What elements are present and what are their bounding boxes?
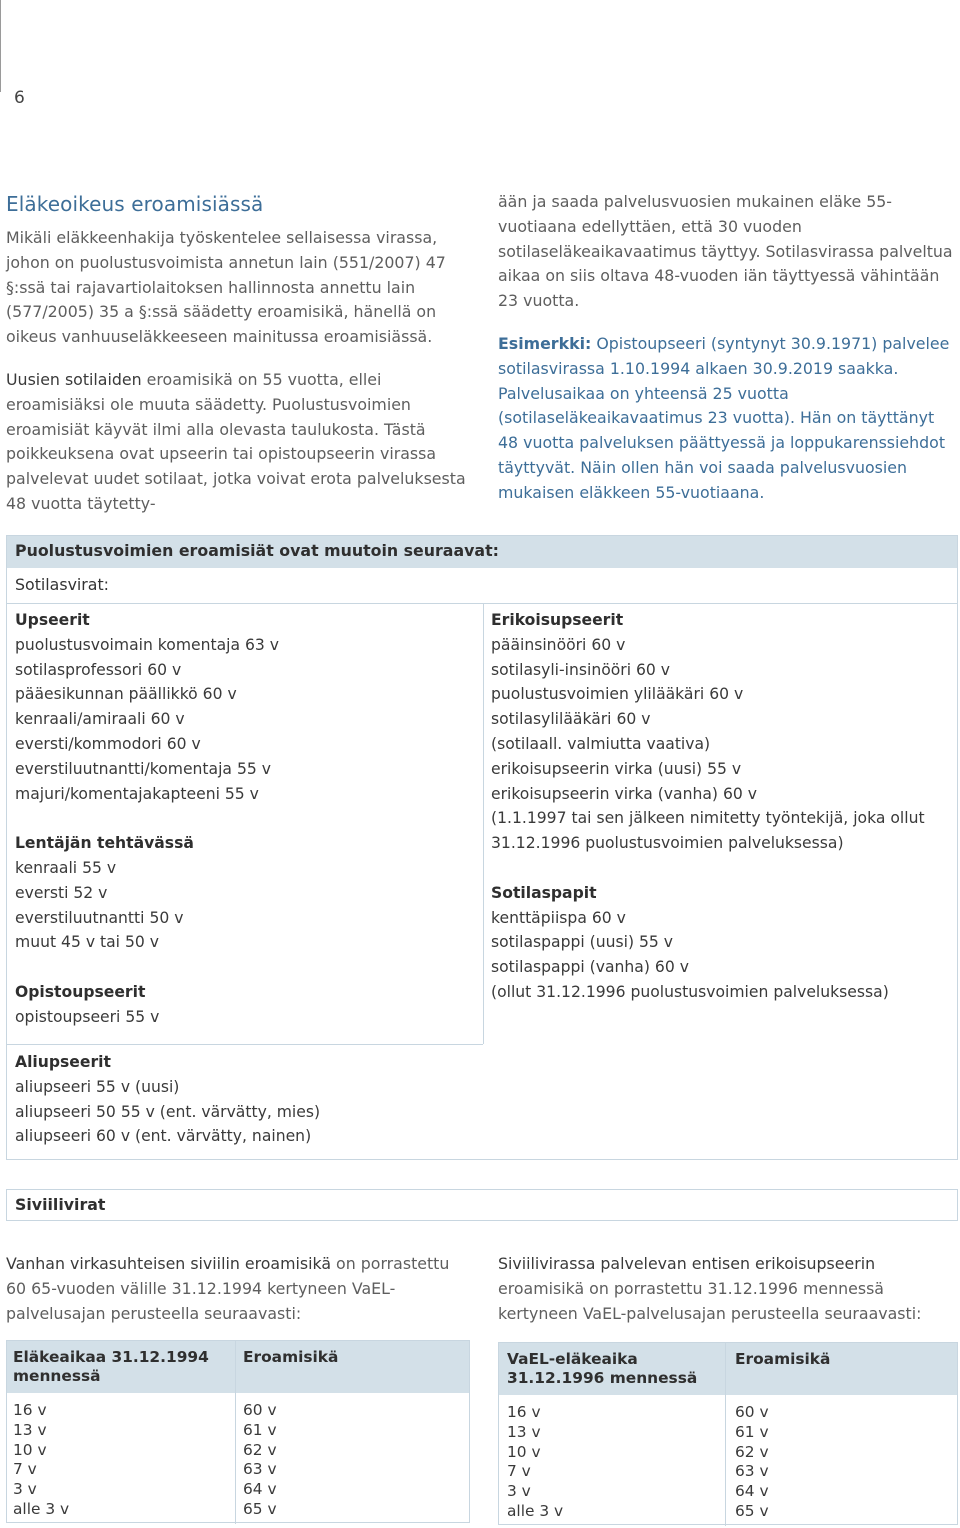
table-column-divider <box>725 1343 726 1526</box>
table-cell: alle 3 v <box>13 1499 70 1518</box>
table-cell: 16 v <box>13 1401 47 1419</box>
civil-left-table <box>6 1340 470 1523</box>
list-item: (ollut 31.12.1996 puolustusvoimien palveluksessa) <box>491 982 889 1001</box>
civil-left-paragraph <box>6 1252 456 1326</box>
table-header-cell: Eroamisikä <box>735 1350 831 1368</box>
list-item: everstiluutnantti/komentaja 55 v <box>15 759 271 778</box>
list-item: puolustusvoimain komentaja 63 v <box>15 635 280 654</box>
new-soldiers-text: eroamisikä on 55 vuotta, ellei eroamisiäksi ole muuta säädetty. Puolustusvoimien eroamisiät käyvät ilmi alla olevasta taulukosta. Tästä poikkeuksena ovat upseerin tai opistoupseerin virassa palvelevat uudet sotilaat, jotka voivat erota palveluksesta 48 vuotta täytetty- <box>6 369 466 513</box>
intro-left-column <box>6 192 476 517</box>
table-header-cell: Eroamisikä <box>243 1348 339 1366</box>
table-header-cell: VaEL-eläkeaika 31.12.1996 mennessä <box>507 1350 698 1387</box>
row-divider <box>7 1044 483 1045</box>
list-item: 31.12.1996 puolustusvoimien palveluksessa) <box>491 834 844 853</box>
civil-right-lead: Siviilivirassa palvelevan entisen erikoisupseerin <box>498 1254 876 1273</box>
warrant-officers-group <box>15 980 475 1030</box>
table-cell: 60 v <box>735 1403 769 1421</box>
nco-group <box>15 1050 475 1149</box>
margin-line <box>0 0 1 92</box>
table-cell: 7 v <box>507 1462 531 1481</box>
list-item: eversti/kommodori 60 v <box>15 734 201 753</box>
list-item: kenraali 55 v <box>15 858 117 877</box>
group-title: Sotilaspapit <box>491 883 597 902</box>
list-item: eversti 52 v <box>15 883 108 902</box>
new-soldiers-paragraph <box>6 368 476 517</box>
civil-posts-header: Siviilivirat <box>6 1189 958 1221</box>
list-item: aliupseeri 55 v (uusi) <box>15 1077 180 1096</box>
table-cell: 3 v <box>507 1482 531 1501</box>
military-retirement-ages-box <box>6 535 958 1160</box>
list-item: erikoisupseerin virka (uusi) 55 v <box>491 759 742 778</box>
table-cell: 63 v <box>243 1460 277 1479</box>
table-cell: 3 v <box>13 1480 37 1499</box>
list-item: aliupseeri 60 v (ent. värvätty, nainen) <box>15 1127 312 1146</box>
table-cell: 10 v <box>13 1440 47 1459</box>
military-posts-subheader: Sotilasvirat: <box>7 568 957 604</box>
table-cell: 65 v <box>735 1501 769 1520</box>
intro-paragraph: Mikäli eläkkeenhakija työskentelee sellaisessa virassa, johon on puolustusvoimista annetun lain (551/2007) 47 §:ssä tai rajavartiolaitoksen hallinnosta annettu lain (577/2005) 35 a §:ssä säädetty eroamisikä, hänellä on oikeus vanhuuseläkkeeseen mainitussa eroamisiässä. <box>6 228 446 347</box>
list-item: majuri/komentajakapteeni 55 v <box>15 784 259 803</box>
pilots-group <box>15 831 475 955</box>
officers-group <box>15 608 475 806</box>
civil-left-lead: Vanhan virkasuhteisen siviilin eroamisikä <box>6 1254 332 1273</box>
list-item: pääesikunnan päällikkö 60 v <box>15 685 237 704</box>
table-column-divider <box>235 1341 236 1524</box>
table-cell: 60 v <box>243 1401 277 1419</box>
list-item: puolustusvoimien ylilääkäri 60 v <box>491 685 744 704</box>
section-heading: Eläkeoikeus eroamisiässä <box>6 192 264 216</box>
table-column <box>243 1401 277 1520</box>
table-cell: 13 v <box>13 1420 47 1439</box>
table-cell: 62 v <box>735 1442 769 1461</box>
civil-right-table <box>498 1342 958 1525</box>
page-number: 6 <box>14 88 25 108</box>
new-soldiers-lead: Uusien sotilaiden <box>6 369 142 389</box>
list-item: sotilaspappi (vanha) 60 v <box>491 958 689 977</box>
continuation-paragraph: ään ja saada palvelusvuosien mukainen eläke 55-vuotiaana edellyttäen, että 30 vuoden sotilaseläkeaikavaatimus täyttyy. Sotilasvirassa palveltua aikaa on siis oltava 48-vuoden iän täyttyessä vähintään 23 vuotta. <box>498 192 953 311</box>
list-item: muut 45 v tai 50 v <box>15 933 159 952</box>
civil-right-paragraph <box>498 1252 956 1326</box>
list-item: sotilasyli-insinööri 60 v <box>491 660 671 679</box>
table-cell: 13 v <box>507 1422 541 1441</box>
table-cell: 65 v <box>243 1499 277 1518</box>
civil-right-intro <box>498 1252 956 1326</box>
table-header <box>499 1343 957 1395</box>
table-cell: 63 v <box>735 1462 769 1481</box>
column-divider <box>483 604 484 1044</box>
table-cell: 10 v <box>507 1442 541 1461</box>
chaplains-group <box>491 881 951 1005</box>
list-item: pääinsinööri 60 v <box>491 635 626 654</box>
table-cell: 64 v <box>243 1480 277 1499</box>
special-officers-group <box>491 608 951 856</box>
civil-right-text: eroamisikä on porrastettu 31.12.1996 mennessä kertyneen VaEL-palvelusajan perusteella seuraavasti: <box>498 1278 922 1323</box>
list-item: (sotilaall. valmiutta vaativa) <box>491 734 711 753</box>
military-left-list <box>15 608 475 1030</box>
group-title: Opistoupseerit <box>15 982 146 1001</box>
group-title: Lentäjän tehtävässä <box>15 834 194 853</box>
list-item: erikoisupseerin virka (vanha) 60 v <box>491 784 757 803</box>
military-box-header: Puolustusvoimien eroamisiät ovat muutoin seuraavat: <box>7 536 957 568</box>
group-title: Upseerit <box>15 611 90 629</box>
list-item: aliupseeri 50 55 v (ent. värvätty, mies) <box>15 1102 321 1121</box>
table-column <box>507 1403 563 1522</box>
list-item: opistoupseeri 55 v <box>15 1007 160 1026</box>
example-lead: Esimerkki: <box>498 333 592 353</box>
civil-left-intro <box>6 1252 456 1326</box>
table-cell: 62 v <box>243 1440 277 1459</box>
list-item: sotilaspappi (uusi) 55 v <box>491 933 674 952</box>
group-title: Erikoisupseerit <box>491 611 624 629</box>
table-cell: alle 3 v <box>507 1501 564 1520</box>
table-cell: 16 v <box>507 1403 541 1421</box>
list-item: kenraali/amiraali 60 v <box>15 710 185 729</box>
table-cell: 61 v <box>243 1420 277 1439</box>
table-column <box>13 1401 69 1520</box>
intro-right-column <box>498 190 956 506</box>
civil-left-text: on porrastettu 60 65-vuoden välille 31.12.1994 kertyneen VaEL-palvelusajan perusteella seuraavasti: <box>6 1254 450 1323</box>
example-paragraph <box>498 332 956 506</box>
list-item: sotilasylilääkäri 60 v <box>491 710 651 729</box>
military-bottom-list <box>15 1050 475 1149</box>
table-cell: 61 v <box>735 1422 769 1441</box>
military-columns <box>7 604 957 1159</box>
table-header <box>7 1341 469 1393</box>
group-title: Aliupseerit <box>15 1053 111 1071</box>
list-item: everstiluutnantti 50 v <box>15 908 184 927</box>
military-right-list <box>491 608 951 1005</box>
list-item: sotilasprofessori 60 v <box>15 660 182 679</box>
table-header-cell: Eläkeaikaa 31.12.1994 mennessä <box>13 1348 209 1385</box>
table-cell: 64 v <box>735 1482 769 1501</box>
table-column <box>735 1403 769 1522</box>
example-text: Opistoupseeri (syntynyt 30.9.1971) palvelee sotilasvirassa 1.10.1994 alkaen 30.9.2019 saakka. Palvelusaikaa on yhteensä 25 vuotta (sotilaseläkeaikavaatimus 23 vuotta). Hän on täyttänyt 48 vuotta palveluksen päättyessä ja loppukarenssiehdot täyttyvät. Näin ollen hän voi saada palvelusvuosien mukaisen eläkkeen 55-vuotiaana. <box>498 333 950 502</box>
list-item: kenttäpiispa 60 v <box>491 908 626 927</box>
list-item: (1.1.1997 tai sen jälkeen nimitetty työntekijä, joka ollut <box>491 809 925 828</box>
table-cell: 7 v <box>13 1460 37 1479</box>
